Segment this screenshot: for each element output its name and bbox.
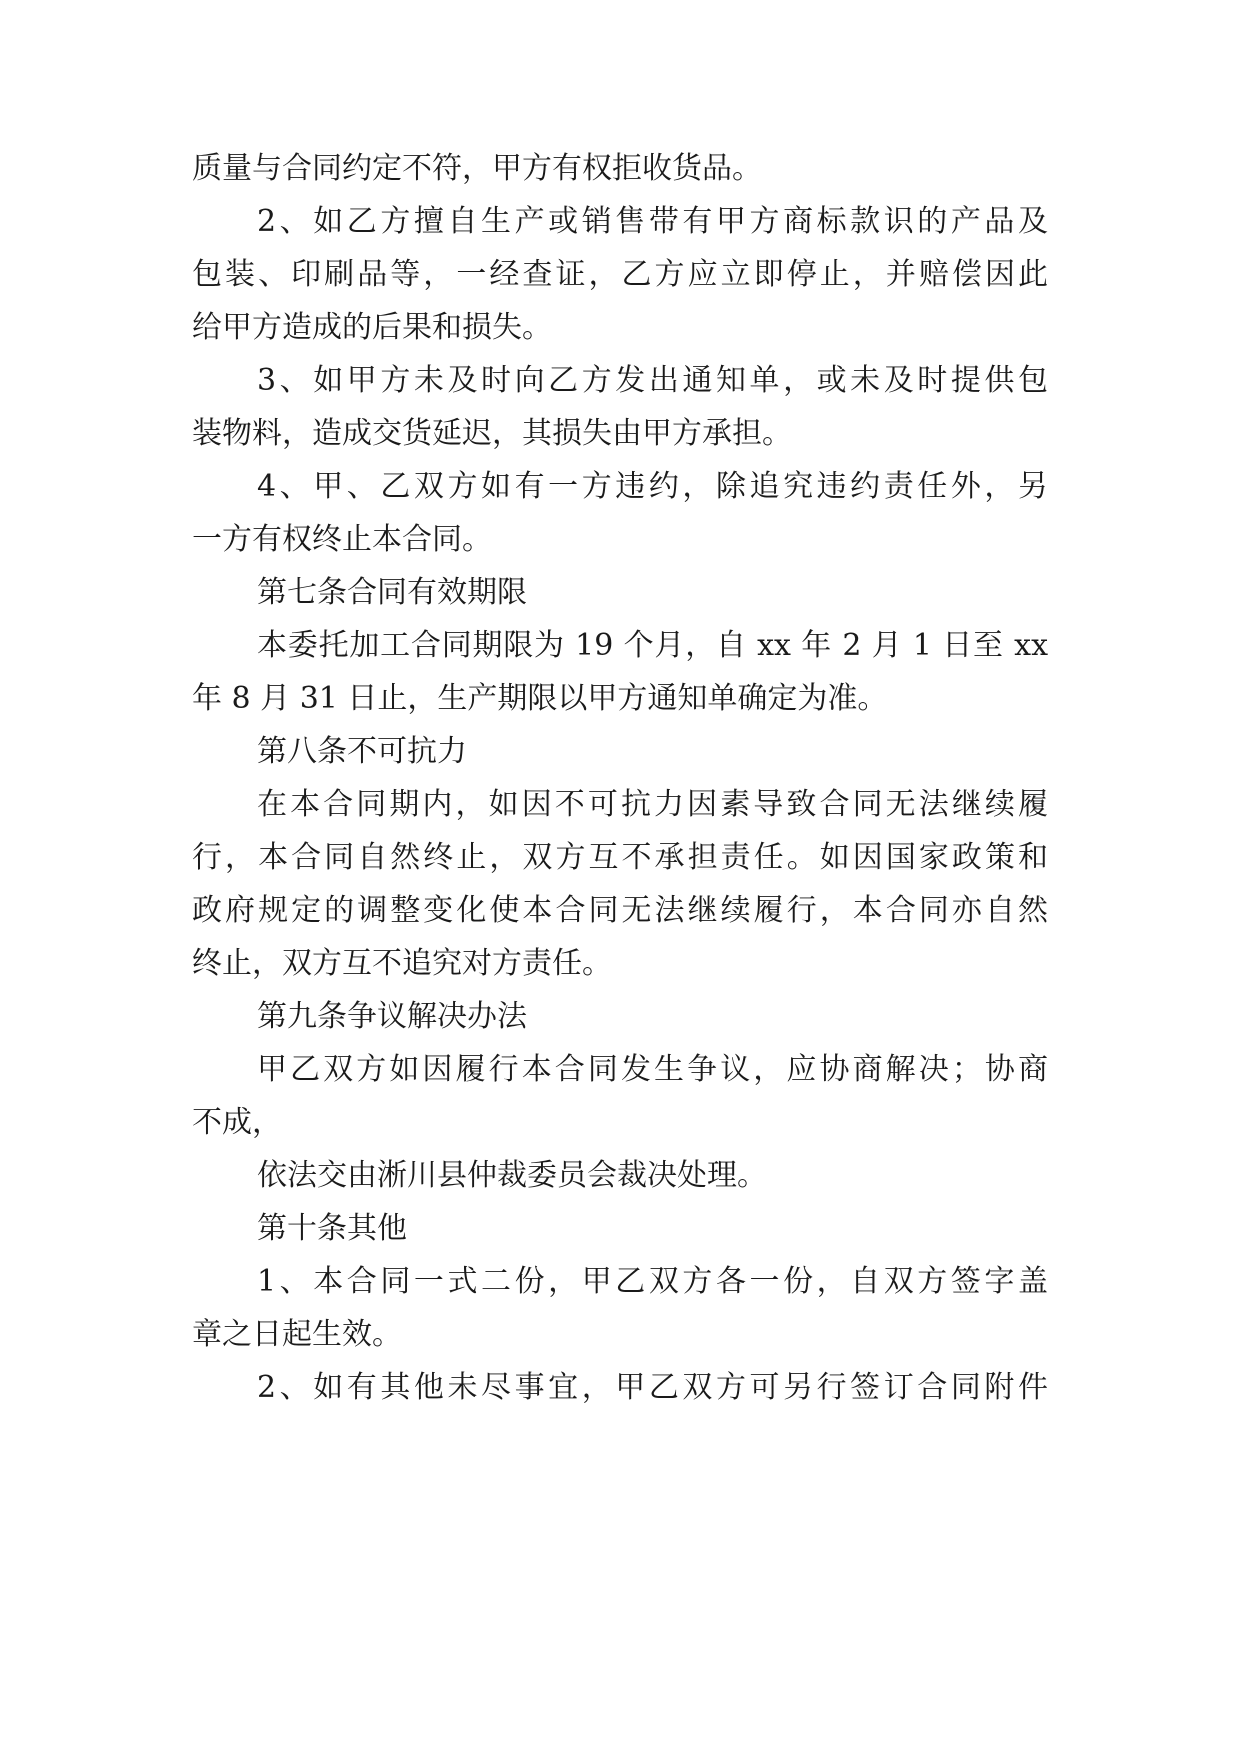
text-line: 政府规定的调整变化使本合同无法继续履行，本合同亦自然 xyxy=(192,893,1048,928)
text-line: 甲乙双方如因履行本合同发生争议，应协商解决；协商 xyxy=(257,1052,1048,1087)
text-line: 不成， xyxy=(192,1105,282,1140)
section-heading: 第十条其他 xyxy=(257,1211,407,1246)
text-line: 装物料，造成交货延迟，其损失由甲方承担。 xyxy=(192,416,792,451)
text-line: 年 8 月 31 日止，生产期限以甲方通知单确定为准。 xyxy=(192,681,888,716)
text-line: 一方有权终止本合同。 xyxy=(192,522,492,557)
text-line: 终止，双方互不追究对方责任。 xyxy=(192,946,612,981)
text-line: 2、如有其他未尽事宜，甲乙双方可另行签订合同附件 xyxy=(257,1370,1048,1405)
section-heading: 第八条不可抗力 xyxy=(257,734,467,769)
text-line: 章之日起生效。 xyxy=(192,1317,402,1352)
text-line: 包装、印刷品等，一经查证，乙方应立即停止，并赔偿因此 xyxy=(192,257,1048,292)
text-line: 在本合同期内，如因不可抗力因素导致合同无法继续履 xyxy=(257,787,1048,822)
text-line: 给甲方造成的后果和损失。 xyxy=(192,310,552,345)
text-line: 3、如甲方未及时向乙方发出通知单，或未及时提供包 xyxy=(257,363,1048,398)
text-line: 依法交由淅川县仲裁委员会裁决处理。 xyxy=(257,1158,767,1193)
text-line: 4、甲、乙双方如有一方违约，除追究违约责任外，另 xyxy=(257,469,1048,504)
text-line: 行，本合同自然终止，双方互不承担责任。如因国家政策和 xyxy=(192,840,1048,875)
text-line: 2、如乙方擅自生产或销售带有甲方商标款识的产品及 xyxy=(257,204,1048,239)
text-line: 1、本合同一式二份，甲乙双方各一份，自双方签字盖 xyxy=(257,1264,1048,1299)
section-heading: 第七条合同有效期限 xyxy=(257,575,527,610)
text-line: 质量与合同约定不符，甲方有权拒收货品。 xyxy=(192,151,762,186)
text-line: 本委托加工合同期限为 19 个月，自 xx 年 2 月 1 日至 xx xyxy=(257,628,1048,663)
section-heading: 第九条争议解决办法 xyxy=(257,999,527,1034)
